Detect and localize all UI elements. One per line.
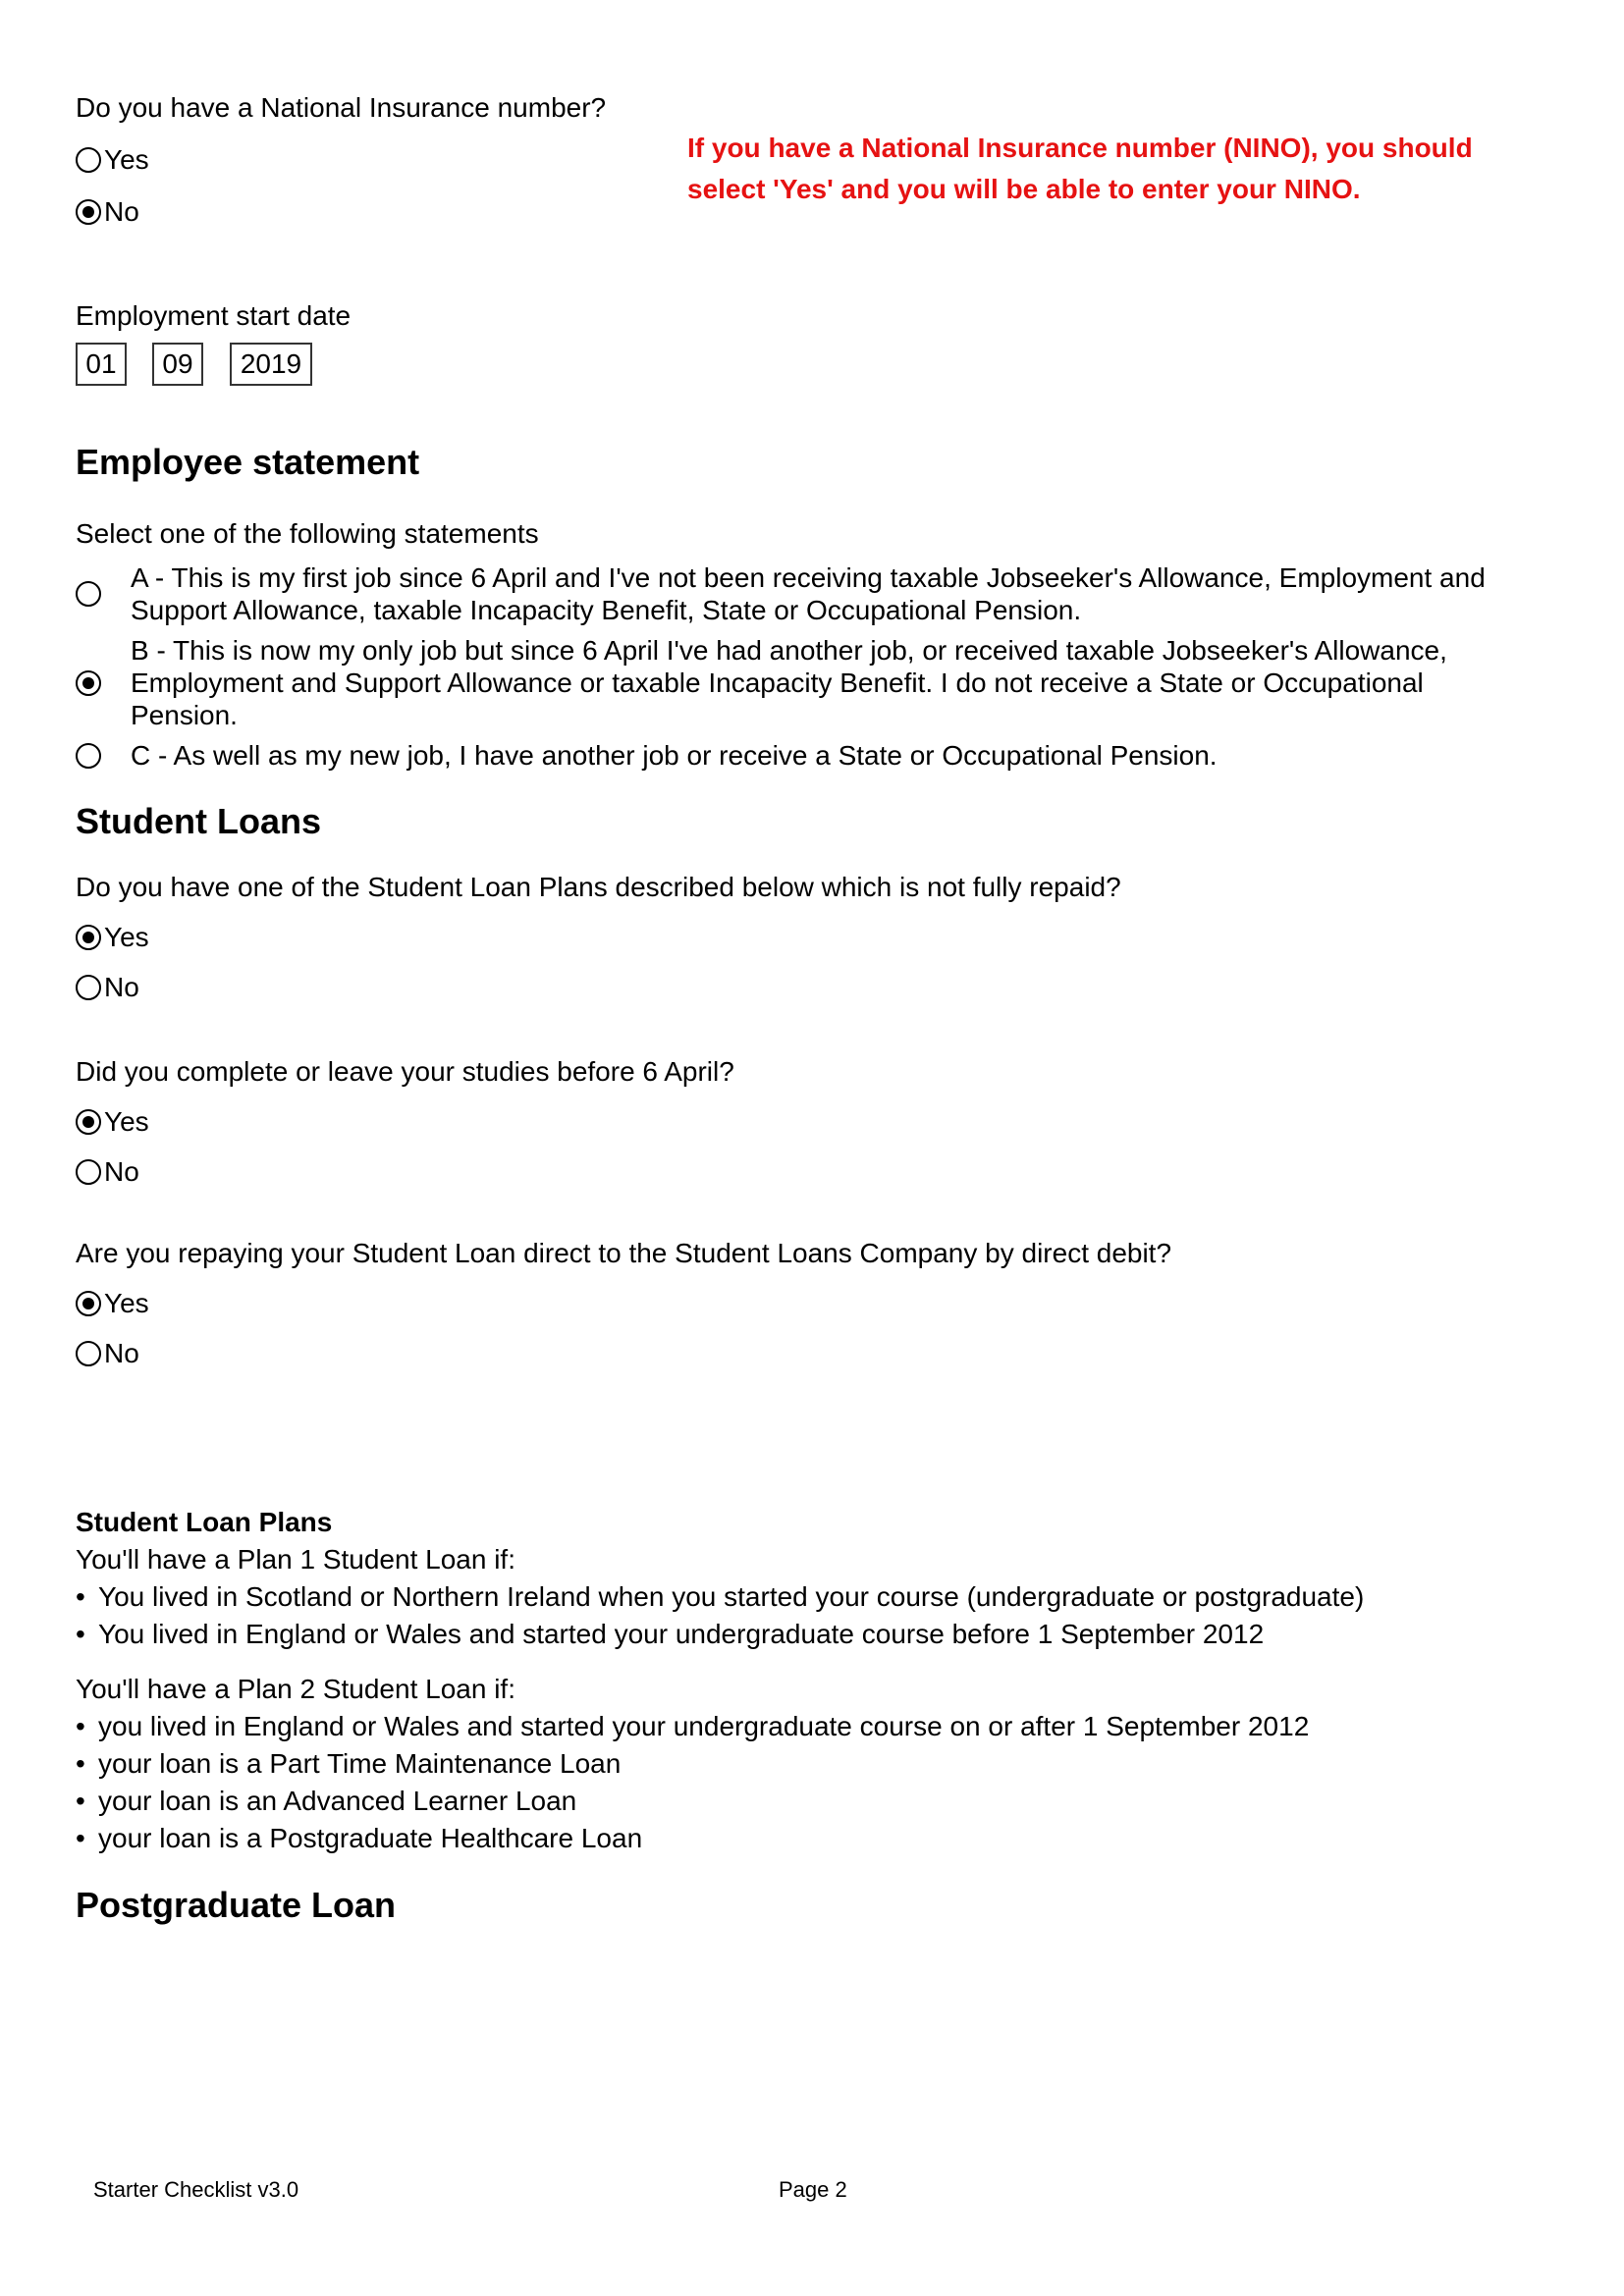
start-date-year-field[interactable]: 2019: [230, 343, 312, 386]
start-date-month-field[interactable]: 09: [152, 343, 203, 386]
student-loan-plans-info-section: [76, 1504, 1509, 1857]
sl-direct-debit-yes-radio[interactable]: [76, 1291, 101, 1316]
student-loans-heading: Student Loans: [76, 801, 321, 841]
plan2-bullet-1: [76, 1708, 1509, 1745]
nino-yes-radio[interactable]: [76, 147, 101, 173]
sl-direct-debit-yes-option[interactable]: [76, 1288, 1171, 1319]
postgraduate-loan-heading: Postgraduate Loan: [76, 1885, 397, 1925]
plan2-intro: You'll have a Plan 2 Student Loan if:: [76, 1674, 515, 1704]
employee-statement-heading: Employee statement: [76, 442, 420, 482]
sl-studies-no-option[interactable]: [76, 1156, 734, 1188]
sl-plans-no-option[interactable]: [76, 972, 1121, 1003]
nino-note-line-2: select 'Yes' and you will be able to enter your NINO.: [687, 174, 1361, 204]
plan2-bullet-1-text: you lived in England or Wales and started your undergraduate course on or after 1 September 2012: [98, 1711, 1310, 1741]
bullet-icon: •: [76, 1823, 85, 1853]
plan2-bullet-3: [76, 1783, 1509, 1820]
employee-statement-instruction: Select one of the following statements: [76, 518, 539, 549]
plan1-bullet-1: [76, 1578, 1509, 1616]
statement-b-label: B - This is now my only job but since 6 April I've had another job, or received taxable Jobseeker's Allowance, Employment and Support Allowance or taxable Incapacity Benefit. I do not receive a State or Occupational Pension.: [131, 635, 1447, 730]
nino-no-label: No: [104, 196, 139, 227]
nino-note-line-1: If you have a National Insurance number (NINO), you should: [687, 133, 1473, 163]
bullet-icon: •: [76, 1711, 85, 1741]
direct-debit-question-section: [76, 1238, 1171, 1369]
statement-option-a[interactable]: [76, 561, 1525, 626]
statement-a-label: A - This is my first job since 6 April and I've not been receiving taxable Jobseeker's Allowance, Employment and Support Allowance, taxable Incapacity Benefit, State or Occupational Pension.: [131, 562, 1486, 625]
plan1-bullet-2-text: You lived in England or Wales and started your undergraduate course before 1 September 2012: [98, 1619, 1265, 1649]
sl-studies-question: Did you complete or leave your studies before 6 April?: [76, 1056, 734, 1087]
nino-guidance-note: [687, 128, 1473, 210]
sl-studies-yes-option[interactable]: [76, 1106, 734, 1138]
employee-statement-options: [76, 561, 1525, 772]
bullet-icon: •: [76, 1581, 85, 1612]
statement-option-c[interactable]: [76, 739, 1525, 772]
employment-start-date-label: Employment start date: [76, 300, 352, 331]
nino-question-section: [76, 92, 606, 228]
employment-start-date-section: [76, 300, 351, 386]
sl-plans-question: Do you have one of the Student Loan Plans described below which is not fully repaid?: [76, 872, 1121, 902]
plan2-bullet-2: [76, 1745, 1509, 1783]
nino-no-radio[interactable]: [76, 199, 101, 225]
sl-plans-no-label: No: [104, 972, 139, 1002]
bullet-icon: •: [76, 1786, 85, 1816]
statement-c-radio[interactable]: [76, 743, 101, 769]
plan2-bullet-4: [76, 1820, 1509, 1857]
plan1-bullet-2: [76, 1616, 1509, 1653]
nino-yes-option[interactable]: [76, 144, 606, 176]
nino-yes-label: Yes: [104, 144, 149, 175]
student-loan-plans-question-section: [76, 872, 1121, 1003]
plan2-bullet-3-text: your loan is an Advanced Learner Loan: [98, 1786, 577, 1816]
studies-before-april-question-section: [76, 1056, 734, 1188]
plan1-intro: You'll have a Plan 1 Student Loan if:: [76, 1544, 515, 1575]
footer-version-label: Starter Checklist v3.0: [93, 2177, 299, 2202]
employee-statement-section: [76, 442, 1525, 779]
footer-page-number: Page 2: [779, 2177, 847, 2202]
statement-b-radio[interactable]: [76, 670, 101, 696]
student-loan-plans-subheading: Student Loan Plans: [76, 1507, 333, 1537]
sl-studies-yes-radio[interactable]: [76, 1109, 101, 1135]
employment-start-date-fields: [76, 343, 351, 386]
nino-question: Do you have a National Insurance number?: [76, 92, 607, 123]
sl-studies-no-radio[interactable]: [76, 1159, 101, 1185]
sl-plans-yes-option[interactable]: [76, 922, 1121, 953]
plan1-bullet-1-text: You lived in Scotland or Northern Ireland when you started your course (undergraduate or postgraduate): [98, 1581, 1365, 1612]
sl-direct-debit-yes-label: Yes: [104, 1288, 149, 1318]
statement-c-label: C - As well as my new job, I have another job or receive a State or Occupational Pension.: [131, 740, 1218, 771]
nino-no-option[interactable]: [76, 196, 606, 228]
sl-plans-yes-label: Yes: [104, 922, 149, 952]
bullet-icon: •: [76, 1619, 85, 1649]
sl-direct-debit-question: Are you repaying your Student Loan direct to the Student Loans Company by direct debit?: [76, 1238, 1172, 1268]
sl-direct-debit-no-label: No: [104, 1338, 139, 1368]
sl-studies-no-label: No: [104, 1156, 139, 1187]
start-date-day-field[interactable]: 01: [76, 343, 127, 386]
statement-a-radio[interactable]: [76, 581, 101, 607]
sl-plans-no-radio[interactable]: [76, 975, 101, 1000]
sl-studies-yes-label: Yes: [104, 1106, 149, 1137]
sl-plans-yes-radio[interactable]: [76, 925, 101, 950]
plan2-bullet-2-text: your loan is a Part Time Maintenance Loan: [98, 1748, 622, 1779]
sl-direct-debit-no-radio[interactable]: [76, 1341, 101, 1366]
sl-direct-debit-no-option[interactable]: [76, 1338, 1171, 1369]
statement-option-b[interactable]: [76, 634, 1525, 731]
plan2-bullet-4-text: your loan is a Postgraduate Healthcare Loan: [98, 1823, 643, 1853]
bullet-icon: •: [76, 1748, 85, 1779]
